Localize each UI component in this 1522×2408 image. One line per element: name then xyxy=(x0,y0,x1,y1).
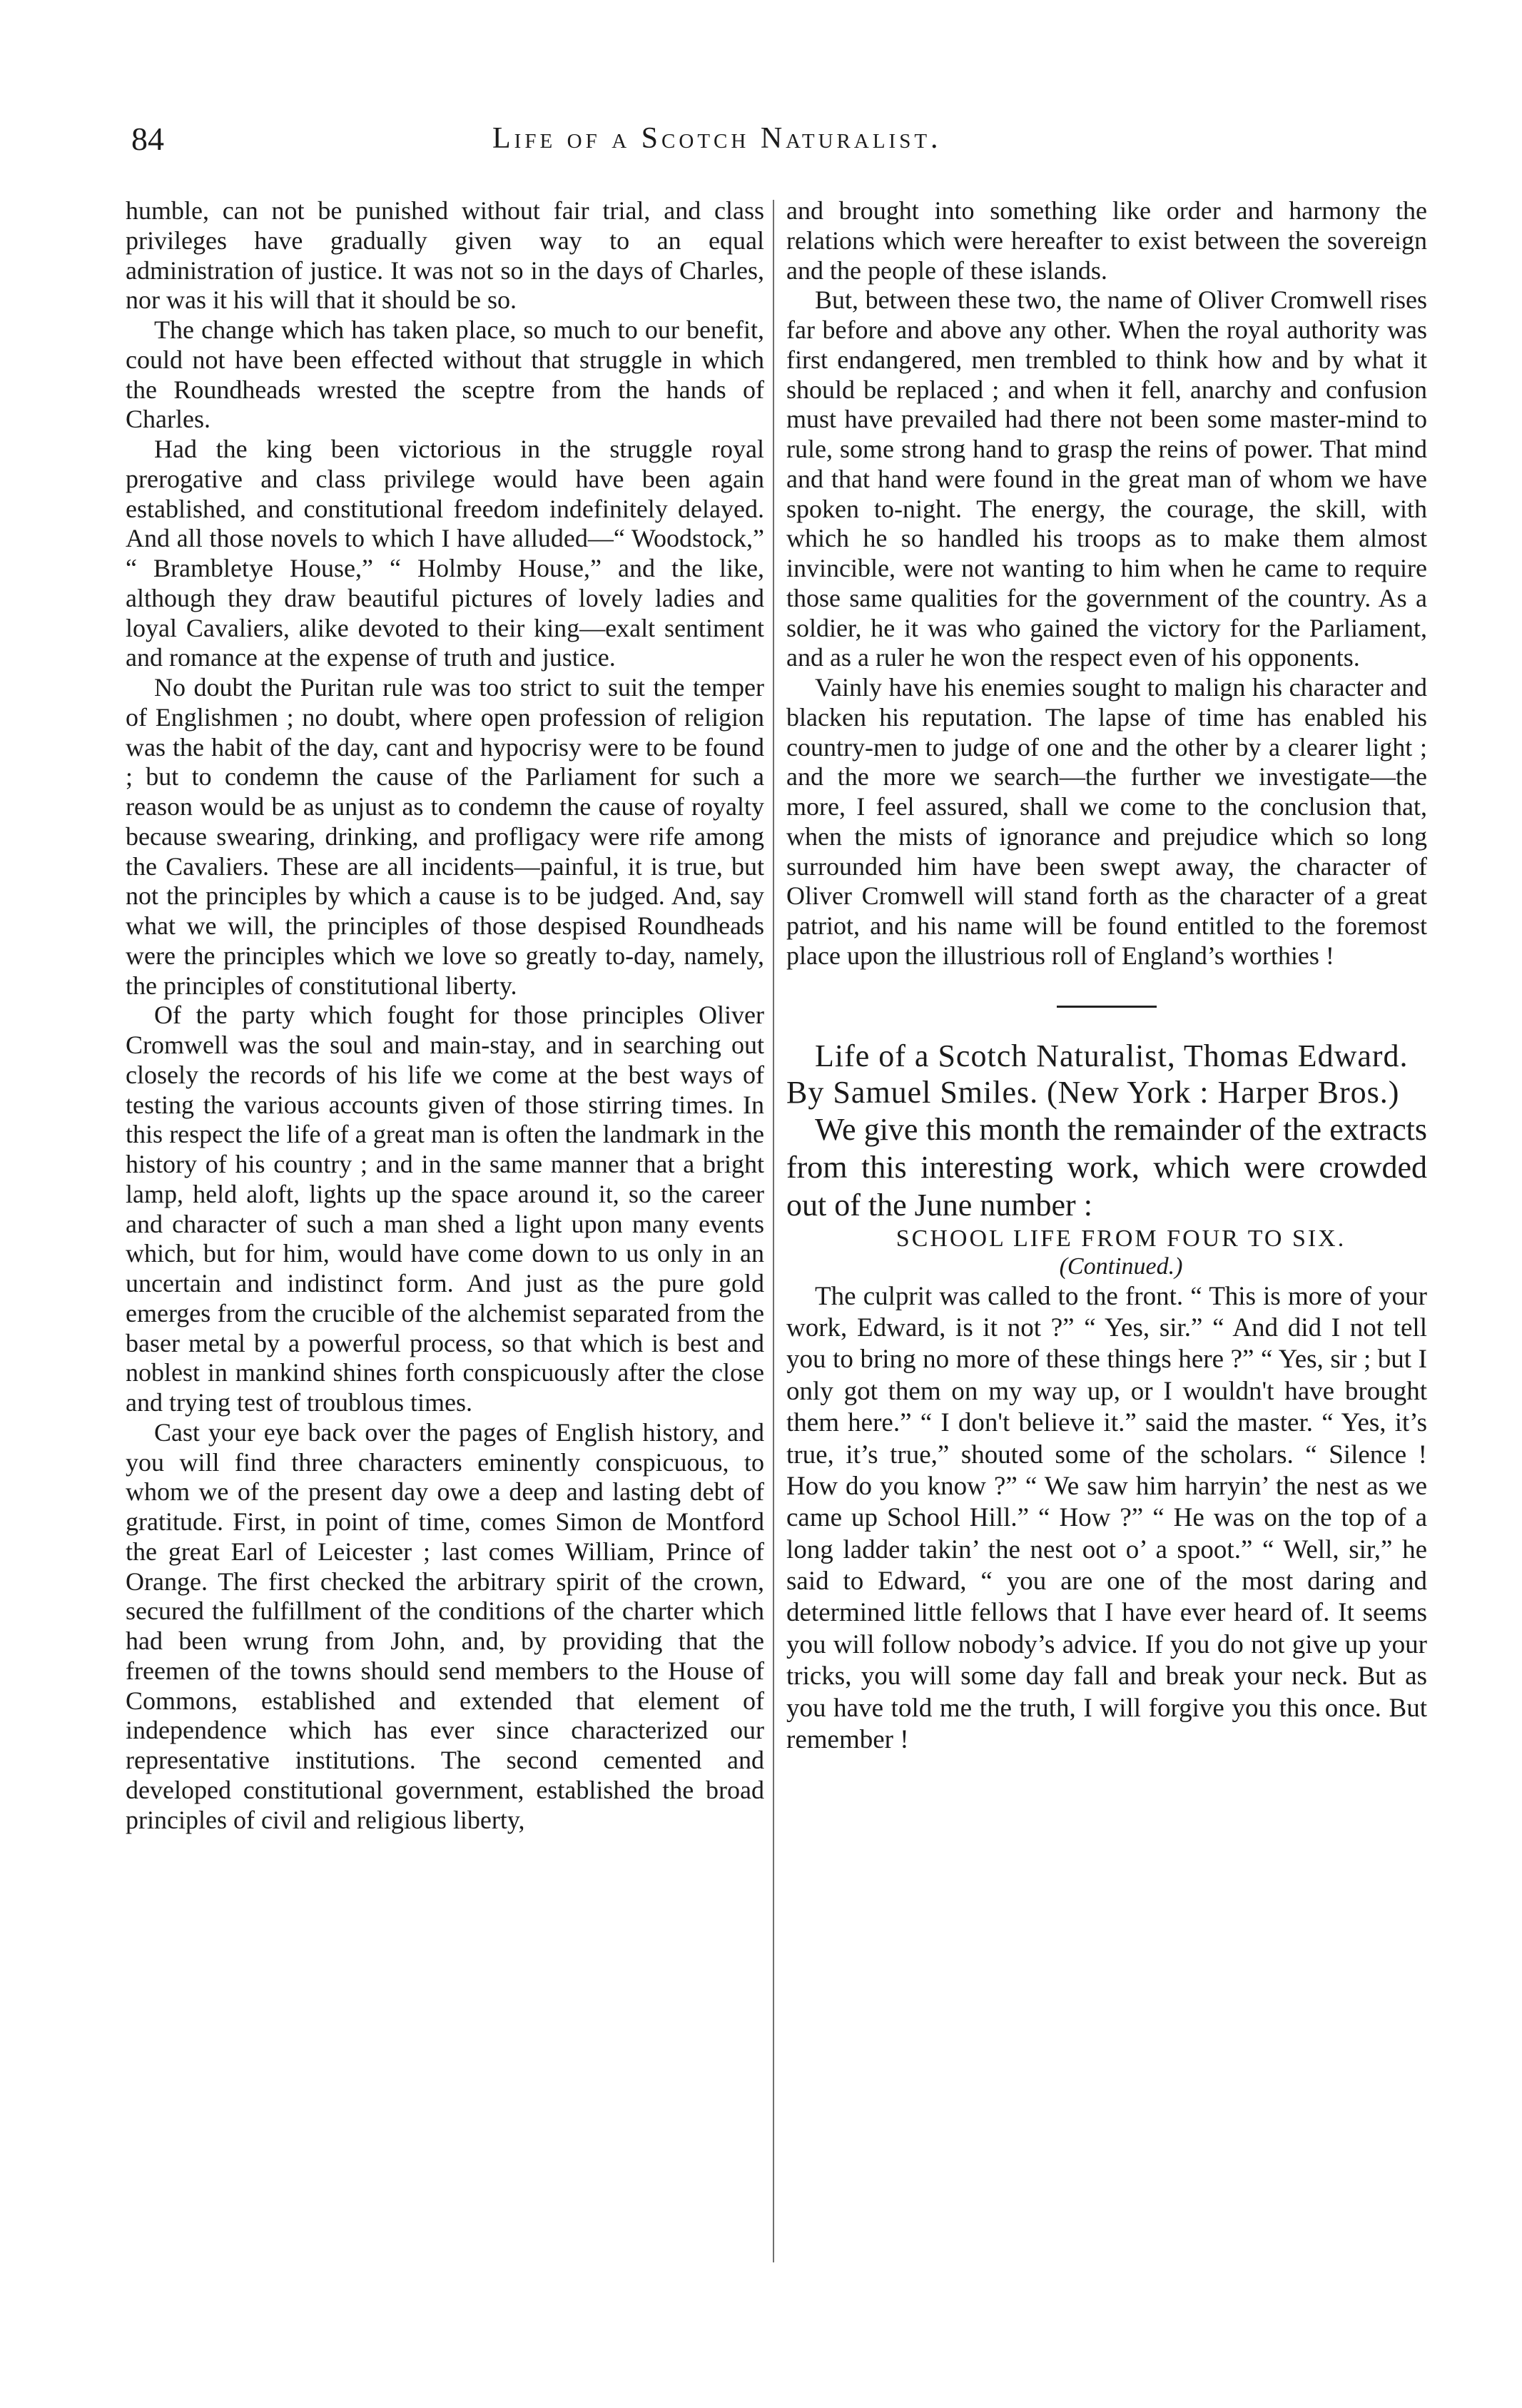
column-divider xyxy=(773,200,774,2262)
article-title: Life of a Scotch Naturalist, Thomas Edward. By Samuel Smiles. (New York : Harper Bros.) xyxy=(786,1038,1409,1111)
article-body: The culprit was called to the front. “ This is more of your work, Edward, is it not ?” “ Yes, sir.” “ And did I not tell you to bring no more of these things here ?” “ Yes, sir ; but I only got them on my way up, or I wouldn't have brought them here.” “ I don't believe it.” said the master. “ Yes, it’s true, it’s true,” shouted some of the scholars. “ Silence ! How do you know ?” “ We saw him harryin’ the nest as we came up School Hill.” “ How ?” “ He was on the top of a long ladder takin’ the nest oot o’ a spoot.” “ Well, sir,” he said to Edward, “ you are one of the most daring and determined little fellows that I have ever heard of. It seems you will follow nobody’s advice. If you do not give up your tricks, you will some day fall and break your neck. But as you have told me the truth, I will forgive you this once. But remember ! xyxy=(786,1281,1427,1755)
page-number: 84 xyxy=(131,121,164,157)
running-title: Life of a Scotch Naturalist. xyxy=(492,122,942,155)
paragraph: No doubt the Puritan rule was too strict to suit the temper of Englishmen ; no doubt, where open profession of religion was the habit of the day, cant and hypocrisy were to be found ; but to condemn the cause of the Parliament for such a reason would be as unjust as to condemn the cause of royalty because swearing, drinking, and profligacy were rife among the Cavaliers. These are all incidents—painful, it is true, but not the principles by which a cause is to be judged. And, say what we will, the principles of those despised Roundheads were the principles which we love so greatly to-day, namely, the principles of constitutional liberty. xyxy=(126,673,764,1000)
paragraph: Of the party which fought for those principles Oliver Cromwell was the soul and main-stay, and in searching out closely the records of his life we come at the best ways of testing the various accounts given of those stirring times. In this respect the life of a great man is often the landmark in the history of his country ; and in the same manner that a bright lamp, held aloft, lights up the space around it, so the career and character of such a man shed a light upon many events which, but for him, would have come down to us only in an uncertain and indistinct form. And just as the pure gold emerges from the crucible of the alchemist separated from the baser metal by a powerful process, so that which is best and noblest in mankind shines forth conspicuously after the close and trying test of troublous times. xyxy=(126,1001,764,1417)
continued-note: (Continued.) xyxy=(1059,1253,1183,1280)
right-column xyxy=(786,196,1427,1756)
left-column xyxy=(126,196,764,1835)
paragraph: The change which has taken place, so much to our benefit, could not have been effected without that struggle in which the Roundheads wrested the sceptre from the hands of Charles. xyxy=(126,315,764,434)
article-intro: We give this month the remainder of the extracts from this interesting work, which were crowded out of the June number : xyxy=(786,1112,1427,1223)
paragraph: Had the king been victorious in the struggle royal prerogative and class privilege would have been again established, and constitutional freedom indefinitely delayed. And all those novels to which I have alluded—“ Woodstock,” “ Brambletye House,” “ Holmby House,” and the like, although they draw beautiful pictures of lovely ladies and loyal Cavaliers, alike devoted to their king—exalt sentiment and romance at the expense of truth and justice. xyxy=(126,435,764,672)
section-rule xyxy=(1057,1006,1157,1008)
paragraph: Vainly have his enemies sought to malign his character and blacken his reputation. The lapse of time has enabled his country-men to judge of one and the other by a clearer light ; and the more we search—the further we investigate—the more, I feel assured, shall we come to the conclusion that, when the mists of ignorance and prejudice which so long surrounded him have been swept away, the character of Oliver Cromwell will stand forth as the character of a great patriot, and his name will be found entitled to the foremost place upon the illustrious roll of England’s worthies ! xyxy=(786,673,1427,970)
paragraph: But, between these two, the name of Oliver Cromwell rises far before and above any other. When the royal authority was first endangered, men trembled to think how and by what it should be replaced ; and when it fell, anarchy and confusion must have prevailed had there not been some master-mind to rule, some strong hand to grasp the reins of power. That mind and that hand were found in the great man of whom we have spoken to-night. The energy, the courage, the skill, with which he so handled his troops as to make them almost invincible, were not wanting to him when he came to require those same qualities for the government of the country. As a soldier, he it was who gained the victory for the Parliament, and as a ruler he won the respect even of his opponents. xyxy=(786,285,1427,672)
paragraph: humble, can not be punished without fair trial, and class privileges have gradually given way to an equal administration of justice. It was not so in the days of Charles, nor was it his will that it should be so. xyxy=(126,196,764,315)
section-heading: SCHOOL LIFE FROM FOUR TO SIX. xyxy=(896,1225,1346,1252)
paragraph: Cast your eye back over the pages of English history, and you will find three characters eminently conspicuous, to whom we of the present day owe a deep and lasting debt of gratitude. First, in point of time, comes Simon de Montford the great Earl of Leicester ; last comes William, Prince of Orange. The first checked the arbitrary spirit of the crown, secured the fulfillment of the conditions of the charter which had been wrung from John, and, by providing that the freemen of the towns should send members to the House of Commons, established and extended that element of independence which has ever since characterized our representative institutions. The second cemented and developed constitutional government, established the broad principles of civil and religious liberty, xyxy=(126,1417,764,1834)
paragraph: and brought into something like order and harmony the relations which were hereafter to exist between the sovereign and the people of these islands. xyxy=(786,196,1427,285)
